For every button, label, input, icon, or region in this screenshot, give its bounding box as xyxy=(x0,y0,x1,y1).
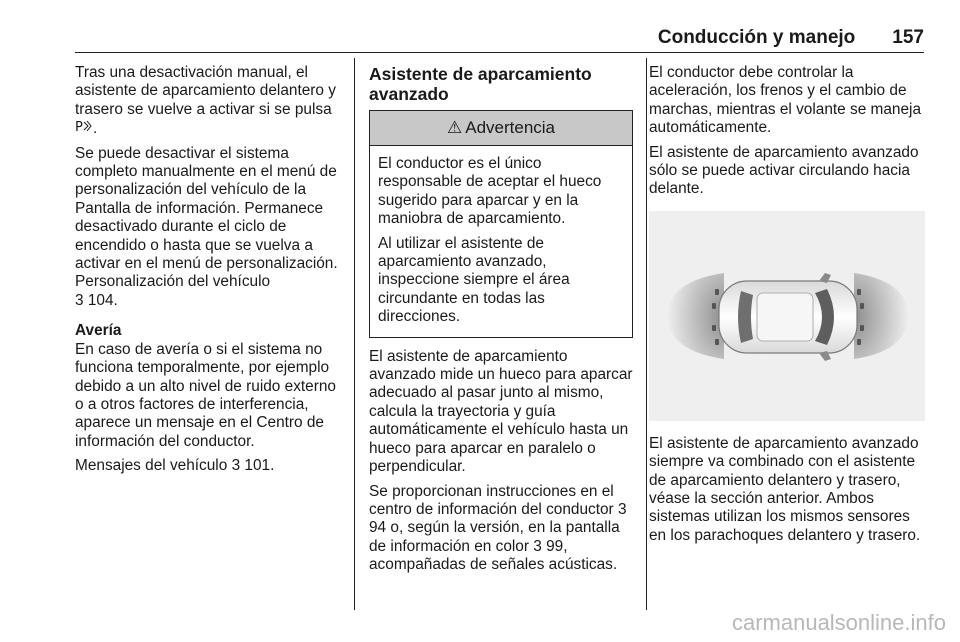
chapter-title: Conducción y manejo xyxy=(657,27,856,48)
parking-sensor-figure xyxy=(649,211,925,421)
rear-sensor-field xyxy=(667,273,724,359)
parking-assist-icon xyxy=(75,120,93,137)
warning-triangle-icon: ⚠ xyxy=(446,117,463,137)
page-reference[interactable]: 99, xyxy=(546,537,568,555)
page-number: 157 xyxy=(892,27,924,48)
watermark: carmanualsonline.info xyxy=(731,610,946,635)
car-top-view-illustration xyxy=(649,211,925,421)
paragraph: El asistente de aparcamiento avanzado mide un hueco para aparcar adecuado al pasar junto al mismo, calcula la trayectoria y guía automáticamente el vehículo hasta un hueco para aparcar en paralelo o perpendicular. xyxy=(369,347,633,476)
paragraph-text: acompañadas de señales acústicas. xyxy=(369,556,618,574)
paragraph-text: Tras una desactivación manual, el asistente de aparcamiento delantero y trasero se vuelve a activar si se pulsa xyxy=(75,64,336,118)
warning-box xyxy=(369,110,633,338)
paragraph xyxy=(75,145,343,311)
subheading: Avería xyxy=(75,322,122,340)
paragraph xyxy=(75,457,343,475)
paragraph xyxy=(369,483,633,575)
paragraph: El conductor debe controlar la aceleración, los frenos y el cambio de marchas, mientras el volante se maneja automáticamente. xyxy=(649,64,922,137)
paragraph xyxy=(75,64,343,139)
paragraph-text: Se proporcionan instrucciones en el centro de información del conductor xyxy=(369,482,614,518)
column-left xyxy=(75,64,343,482)
paragraph: El asistente de aparcamiento avanzado siempre va combinado con el asistente de aparcamiento delantero y trasero, véase la sección anterior. Ambos sistemas utilizan los mismos sensores en los parachoques delantero y trasero. xyxy=(649,434,921,544)
reference-arrow-icon: 3 xyxy=(617,500,627,518)
warning-body xyxy=(370,146,632,337)
reference-arrow-icon: 3 xyxy=(75,291,84,309)
paragraph-text: Se puede desactivar el sistema completo manualmente en el menú de personalización del vehículo de la Pantalla de información. Permanece desactivado durante el ciclo de encendido o hasta que se vuelva a activar en el menú de personalización. Personalización del vehículo xyxy=(75,144,338,291)
page-reference[interactable]: 94 o, según la versión, en la pantalla de información en color xyxy=(369,519,620,555)
roof xyxy=(757,293,813,341)
page-header xyxy=(75,26,924,53)
warning-paragraph: El conductor es el único responsable de aceptar el hueco sugerido para aparcar y en la maniobra de aparcamiento. xyxy=(378,155,602,228)
section-heading: Asistente de aparcamiento avanzado xyxy=(369,64,592,104)
front-sensor-field xyxy=(854,273,909,359)
rear-window xyxy=(738,291,753,343)
column-divider xyxy=(646,58,647,610)
reference-arrow-icon: 3 xyxy=(231,457,241,475)
column-middle xyxy=(369,64,633,581)
page-reference[interactable]: 104. xyxy=(87,291,118,309)
paragraph: El asistente de aparcamiento avanzado sólo se puede activar circulando hacia delante. xyxy=(649,143,919,198)
warning-title: Advertencia xyxy=(465,117,556,137)
column-divider xyxy=(354,58,355,610)
warning-header xyxy=(370,111,632,146)
column-right xyxy=(649,64,925,551)
reference-arrow-icon: 3 xyxy=(533,537,542,555)
page-reference[interactable]: 101. xyxy=(244,457,275,475)
warning-paragraph: Al utilizar el asistente de aparcamiento avanzado, inspeccione siempre el área circundante en todas las direcciones. xyxy=(378,234,570,326)
paragraph-text: Mensajes del vehículo xyxy=(75,457,228,475)
paragraph-text: . xyxy=(93,120,98,138)
svg-text:P: P xyxy=(75,120,83,134)
paragraph: En caso de avería o si el sistema no funciona temporalmente, por ejemplo debido a un alto nivel de ruido externo o a otros factores de interferencia, aparece un mensaje en el Centro de información del conductor. xyxy=(75,340,336,450)
